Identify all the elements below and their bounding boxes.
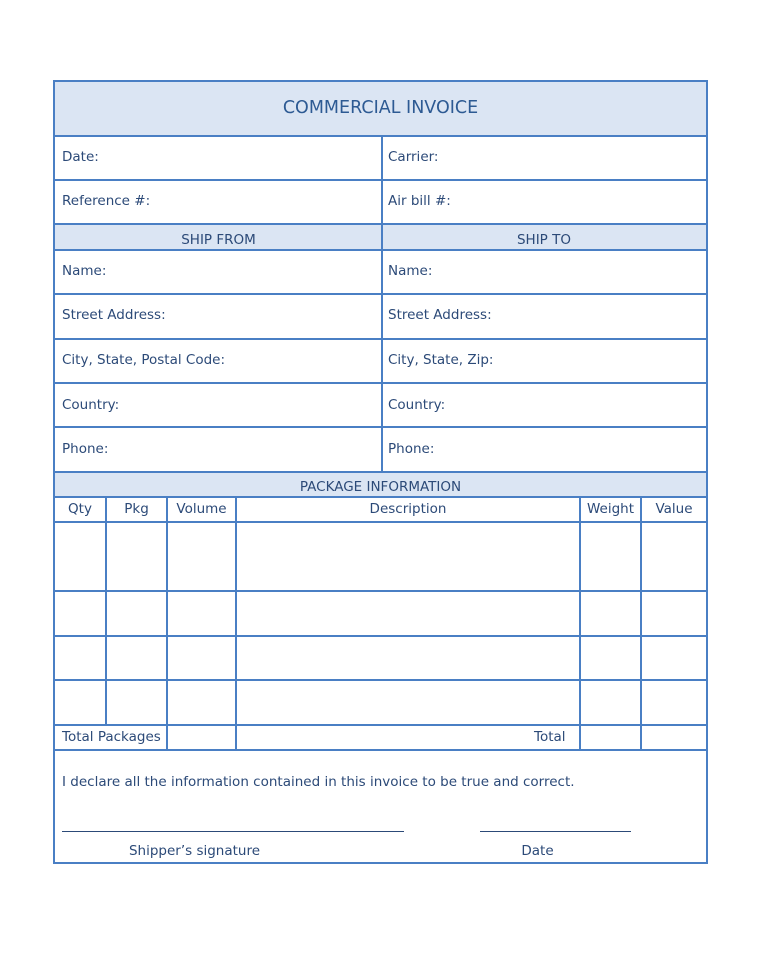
- shipper-signature-line[interactable]: [62, 831, 404, 832]
- table-row: [55, 635, 706, 637]
- col-qty: Qty: [68, 501, 92, 517]
- ship-to-heading: SHIP TO: [516, 232, 571, 248]
- shipper-signature-label: Shipper’s signature: [128, 843, 261, 859]
- table-row: [55, 679, 706, 681]
- ship-to-phone[interactable]: Phone:: [388, 441, 435, 457]
- date-field[interactable]: Date:: [62, 149, 99, 165]
- declaration-text: I declare all the information contained in this invoice to be true and correct.: [62, 774, 575, 790]
- air-bill-field[interactable]: Air bill #:: [388, 193, 451, 209]
- col-pkg: Pkg: [124, 501, 149, 517]
- date-signature-label: Date: [521, 843, 554, 859]
- ship-to-country[interactable]: Country:: [388, 397, 446, 413]
- ship-from-name[interactable]: Name:: [62, 263, 107, 279]
- ship-from-city[interactable]: City, State, Postal Code:: [62, 352, 226, 368]
- date-signature-line[interactable]: [480, 831, 631, 832]
- ship-from-street[interactable]: Street Address:: [62, 307, 166, 323]
- table-row: [55, 590, 706, 592]
- col-volume: Volume: [176, 501, 227, 517]
- col-description: Description: [369, 501, 447, 517]
- commercial-invoice-form: [53, 80, 708, 864]
- carrier-field[interactable]: Carrier:: [388, 149, 439, 165]
- ship-from-heading: SHIP FROM: [181, 232, 256, 248]
- total-label: Total: [534, 729, 566, 745]
- ship-to-name[interactable]: Name:: [388, 263, 433, 279]
- ship-to-city[interactable]: City, State, Zip:: [388, 352, 494, 368]
- total-packages-label: Total Packages: [62, 729, 161, 745]
- ship-from-phone[interactable]: Phone:: [62, 441, 109, 457]
- package-heading: PACKAGE INFORMATION: [299, 479, 462, 495]
- col-value: Value: [655, 501, 693, 517]
- col-weight: Weight: [586, 501, 635, 517]
- ship-from-country[interactable]: Country:: [62, 397, 120, 413]
- ship-to-street[interactable]: Street Address:: [388, 307, 492, 323]
- page-title: COMMERCIAL INVOICE: [282, 98, 479, 118]
- reference-field[interactable]: Reference #:: [62, 193, 151, 209]
